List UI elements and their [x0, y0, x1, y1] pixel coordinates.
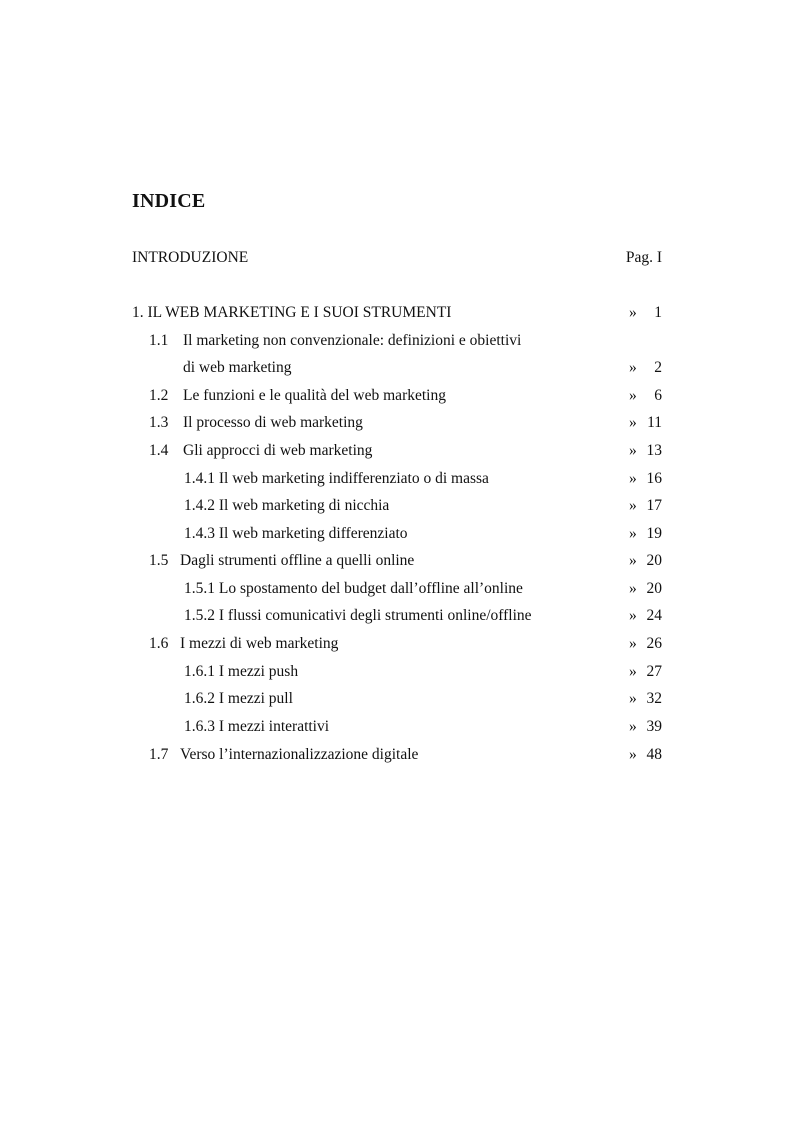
toc-entry-1-5[interactable] [0, 550, 794, 572]
toc-entry-page: 11 [647, 414, 662, 431]
toc-entry-number: 1.3 [149, 414, 169, 431]
toc-entry-marker: » [629, 746, 637, 763]
toc-entry-1-5-1[interactable] [0, 578, 794, 600]
toc-entry-label: Il processo di web marketing [183, 414, 363, 431]
toc-entry-page: 39 [646, 718, 662, 735]
toc-entry-label: 1.5.1 Lo spostamento del budget dall’offline all’online [184, 580, 523, 597]
toc-entry-page: 6 [654, 387, 662, 404]
toc-entry-label: 1. IL WEB MARKETING E I SUOI STRUMENTI [132, 304, 452, 321]
toc-entry-number: 1.1 [149, 332, 169, 349]
toc-entry-label: Verso l’internazionalizzazione digitale [180, 746, 419, 763]
toc-entry-page: Pag. I [625, 249, 662, 266]
toc-entry-marker: » [629, 359, 637, 376]
toc-entry-1-5-2[interactable] [0, 605, 794, 627]
toc-entry-1-4[interactable] [0, 440, 794, 462]
toc-entry-page: 20 [646, 552, 662, 569]
toc-entry-page: 1 [654, 304, 662, 321]
toc-entry-marker: » [629, 470, 637, 487]
toc-entry-page: 27 [646, 663, 662, 680]
toc-entry-number: 1.6 [149, 635, 169, 652]
toc-entry-1-4-1[interactable] [0, 468, 794, 490]
toc-entry-page: 17 [646, 497, 662, 514]
toc-entry-page: 19 [646, 525, 662, 542]
toc-entry-1-1-continued[interactable] [0, 357, 794, 379]
toc-entry-marker: » [629, 690, 637, 707]
page-title: INDICE [132, 190, 206, 212]
toc-entry-1-6[interactable] [0, 633, 794, 655]
toc-entry-label: Dagli strumenti offline a quelli online [180, 552, 415, 569]
toc-entry-label: 1.4.2 Il web marketing di nicchia [184, 497, 390, 514]
toc-entry-page: 48 [646, 746, 662, 763]
toc-entry-1-7[interactable] [0, 744, 794, 766]
toc-entry-1-6-1[interactable] [0, 661, 794, 683]
toc-entry-marker: » [629, 497, 637, 514]
toc-entry-marker: » [629, 552, 637, 569]
toc-entry-label: 1.6.3 I mezzi interattivi [184, 718, 330, 735]
toc-entry-page: 26 [646, 635, 662, 652]
toc-entry-1-6-3[interactable] [0, 716, 794, 738]
toc-entry-page: 2 [654, 359, 662, 376]
toc-entry-label: 1.5.2 I flussi comunicativi degli strumenti online/offline [184, 607, 532, 624]
toc-entry-marker: » [629, 525, 637, 542]
toc-entry-1-3[interactable] [0, 412, 794, 434]
toc-entry-label: 1.6.1 I mezzi push [184, 663, 299, 680]
toc-entry-label: di web marketing [183, 359, 292, 376]
toc-entry-marker: » [629, 414, 637, 431]
toc-entry-number: 1.4 [149, 442, 169, 459]
toc-entry-label: 1.6.2 I mezzi pull [184, 690, 293, 707]
toc-entry-label: Le funzioni e le qualità del web marketing [183, 387, 446, 404]
toc-entry-marker: » [629, 442, 637, 459]
toc-entry-marker: » [629, 635, 637, 652]
toc-entry-marker: » [629, 718, 637, 735]
toc-entry-marker: » [629, 663, 637, 680]
toc-entry-page: 20 [646, 580, 662, 597]
toc-entry-introduzione[interactable] [0, 247, 794, 269]
toc-entry-1-6-2[interactable] [0, 688, 794, 710]
toc-entry-1-4-2[interactable] [0, 495, 794, 517]
toc-entry-label: Il marketing non convenzionale: definizioni e obiettivi [183, 332, 522, 349]
toc-entry-page: 16 [646, 470, 662, 487]
toc-entry-label: Gli approcci di web marketing [183, 442, 373, 459]
toc-entry-marker: » [629, 387, 637, 404]
toc-entry-1-4-3[interactable] [0, 523, 794, 545]
toc-chapter-1[interactable] [0, 302, 794, 324]
toc-entry-1-1[interactable] [0, 330, 794, 352]
toc-entry-number: 1.2 [149, 387, 169, 404]
toc-entry-label: INTRODUZIONE [132, 249, 249, 266]
toc-entry-page: 32 [646, 690, 662, 707]
toc-entry-page: 13 [646, 442, 662, 459]
toc-entry-label: 1.4.1 Il web marketing indifferenziato o di massa [184, 470, 489, 487]
toc-entry-number: 1.7 [149, 746, 169, 763]
toc-entry-marker: » [629, 580, 637, 597]
toc-entry-marker: » [629, 304, 637, 321]
toc-entry-1-2[interactable] [0, 385, 794, 407]
toc-entry-marker: » [629, 607, 637, 624]
toc-entry-number: 1.5 [149, 552, 169, 569]
toc-entry-label: 1.4.3 Il web marketing differenziato [184, 525, 408, 542]
toc-entry-label: I mezzi di web marketing [180, 635, 339, 652]
toc-entry-page: 24 [646, 607, 662, 624]
